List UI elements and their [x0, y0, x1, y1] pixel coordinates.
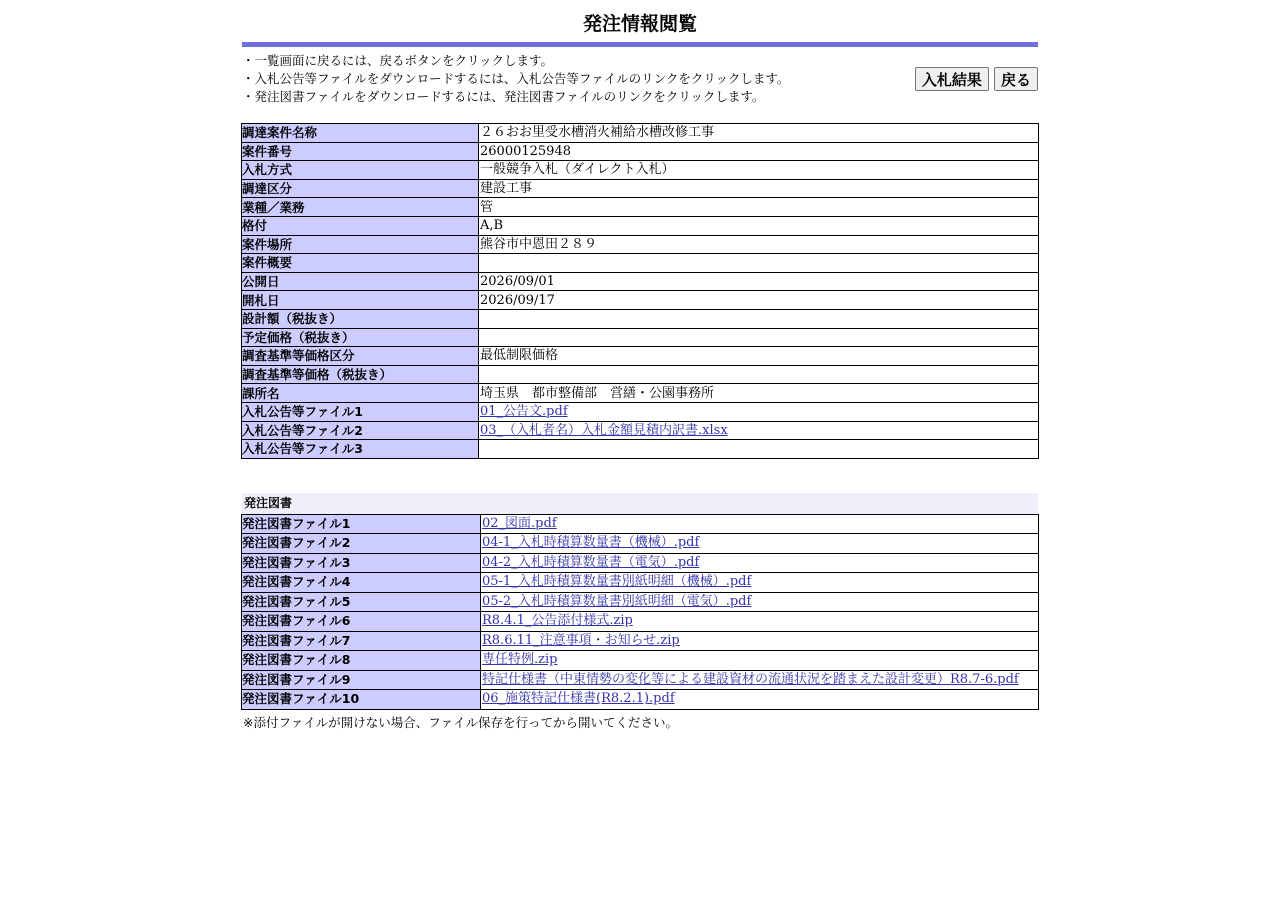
instruction-line: ・発注図書ファイルをダウンロードするには、発注図書ファイルのリンクをクリックします。 — [242, 89, 765, 104]
notice-file-link[interactable]: 01_公告文.pdf — [480, 404, 568, 420]
drawing-row — [242, 690, 1039, 710]
drawing-value-cell — [481, 631, 1039, 651]
info-value-cell — [479, 142, 1039, 161]
info-value-cell — [479, 347, 1039, 366]
info-label: 案件場所 — [242, 235, 479, 254]
instructions — [242, 52, 789, 106]
info-value: 管 — [480, 199, 494, 215]
drawing-file-link[interactable]: 05-2_入札時積算数量書別紙明細（電気）.pdf — [482, 593, 752, 609]
drawing-label: 発注図書ファイル8 — [242, 651, 481, 671]
back-button[interactable]: 戻る — [994, 67, 1038, 91]
drawing-label: 発注図書ファイル1 — [242, 514, 481, 534]
drawing-label: 発注図書ファイル4 — [242, 573, 481, 593]
info-row — [242, 291, 1039, 310]
info-label: 入札公告等ファイル3 — [242, 440, 479, 459]
info-label: 調達区分 — [242, 179, 479, 198]
info-row — [242, 328, 1039, 347]
drawing-value-cell — [481, 592, 1039, 612]
drawing-file-link[interactable]: 専任特例.zip — [482, 652, 558, 668]
drawing-value-cell — [481, 651, 1039, 671]
info-row — [242, 216, 1039, 235]
drawing-file-link[interactable]: R8.6.11_注意事項・お知らせ.zip — [482, 632, 680, 648]
info-row — [242, 235, 1039, 254]
info-label: 設計額（税抜き） — [242, 309, 479, 328]
info-label: 入札公告等ファイル1 — [242, 402, 479, 421]
drawing-file-link[interactable]: 特記仕様書（中東情勢の変化等による建設資材の流通状況を踏まえた設計変更）R8.7-6.pdf — [482, 671, 1019, 687]
drawings-table — [241, 514, 1039, 710]
info-value: 最低制限価格 — [480, 348, 559, 364]
info-value-cell — [479, 198, 1039, 217]
drawing-label: 発注図書ファイル9 — [242, 670, 481, 690]
drawing-file-link[interactable]: 05-1_入札時積算数量書別紙明細（機械）.pdf — [482, 574, 752, 590]
drawing-label: 発注図書ファイル2 — [242, 534, 481, 554]
info-value: 26000125948 — [480, 143, 571, 159]
info-row — [242, 421, 1039, 440]
drawing-value-cell — [481, 534, 1039, 554]
info-label: 業種／業務 — [242, 198, 479, 217]
drawing-file-link[interactable]: R8.4.1_公告添付様式.zip — [482, 613, 633, 629]
info-value-cell — [479, 161, 1039, 180]
info-label: 格付 — [242, 216, 479, 235]
info-value: 埼玉県 都市整備部 営繕・公園事務所 — [480, 385, 715, 401]
info-row — [242, 365, 1039, 384]
info-row — [242, 142, 1039, 161]
drawing-row — [242, 592, 1039, 612]
info-label: 調査基準等価格（税抜き） — [242, 365, 479, 384]
drawing-file-link[interactable]: 06_施策特記仕様書(R8.2.1).pdf — [482, 691, 675, 707]
info-row — [242, 309, 1039, 328]
procurement-info-table — [241, 123, 1039, 459]
info-row — [242, 402, 1039, 421]
info-value-cell — [479, 235, 1039, 254]
info-value-cell — [479, 124, 1039, 143]
drawing-value-cell — [481, 553, 1039, 573]
drawing-row — [242, 534, 1039, 554]
info-label: 入札方式 — [242, 161, 479, 180]
info-label: 予定価格（税抜き） — [242, 328, 479, 347]
info-value: A,B — [480, 218, 504, 234]
info-row — [242, 179, 1039, 198]
info-value-cell — [479, 216, 1039, 235]
info-label: 課所名 — [242, 384, 479, 403]
info-value-cell — [479, 402, 1039, 421]
info-value-cell — [479, 384, 1039, 403]
notice-file-link[interactable]: 03_（入札者名）入札金額見積内訳書.xlsx — [480, 422, 728, 438]
drawing-row — [242, 573, 1039, 593]
info-value-cell — [479, 328, 1039, 347]
drawing-value-cell — [481, 514, 1039, 534]
info-row — [242, 124, 1039, 143]
action-buttons — [915, 67, 1038, 91]
info-row — [242, 198, 1039, 217]
drawing-file-link[interactable]: 02_図面.pdf — [482, 515, 557, 531]
info-value: 一般競争入札（ダイレクト入札） — [480, 162, 675, 178]
bid-results-button[interactable]: 入札結果 — [915, 67, 989, 91]
info-row — [242, 384, 1039, 403]
drawing-row — [242, 553, 1039, 573]
drawing-label: 発注図書ファイル3 — [242, 553, 481, 573]
instruction-line: ・一覧画面に戻るには、戻るボタンをクリックします。 — [242, 53, 554, 68]
drawing-value-cell — [481, 612, 1039, 632]
drawing-file-link[interactable]: 04-2_入札時積算数量書（電気）.pdf — [482, 554, 700, 570]
drawing-row — [242, 631, 1039, 651]
info-label: 開札日 — [242, 291, 479, 310]
info-row — [242, 272, 1039, 291]
instruction-line: ・入札公告等ファイルをダウンロードするには、入札公告等ファイルのリンクをクリックします。 — [242, 71, 790, 86]
drawing-label: 発注図書ファイル6 — [242, 612, 481, 632]
drawing-row — [242, 651, 1039, 671]
drawing-file-link[interactable]: 04-1_入札時積算数量書（機械）.pdf — [482, 535, 700, 551]
info-label: 公開日 — [242, 272, 479, 291]
info-value-cell — [479, 421, 1039, 440]
drawing-value-cell — [481, 690, 1039, 710]
drawing-row — [242, 514, 1039, 534]
drawing-label: 発注図書ファイル7 — [242, 631, 481, 651]
drawing-label: 発注図書ファイル10 — [242, 690, 481, 710]
info-value-cell — [479, 272, 1039, 291]
drawing-row — [242, 612, 1039, 632]
drawing-value-cell — [481, 670, 1039, 690]
page-container — [242, 0, 1038, 731]
info-row — [242, 440, 1039, 459]
info-value-cell — [479, 440, 1039, 459]
info-label: 調達案件名称 — [242, 124, 479, 143]
info-label: 入札公告等ファイル2 — [242, 421, 479, 440]
info-value-cell — [479, 291, 1039, 310]
info-label: 案件概要 — [242, 254, 479, 273]
instructions-area — [242, 47, 1038, 123]
info-row — [242, 347, 1039, 366]
info-row — [242, 161, 1039, 180]
info-value-cell — [479, 309, 1039, 328]
info-value: 2026/09/01 — [480, 274, 555, 290]
footnote: ※添付ファイルが開けない場合、ファイル保存を行ってから開いてください。 — [243, 714, 678, 730]
page-title: 発注情報閲覧 — [582, 13, 697, 35]
info-value-cell — [479, 365, 1039, 384]
info-value: 建設工事 — [480, 181, 533, 197]
drawing-row — [242, 670, 1039, 690]
info-value: 熊谷市中恩田２８９ — [480, 236, 598, 252]
info-value: ２６おお里受水槽消火補給水槽改修工事 — [480, 125, 715, 141]
info-label: 案件番号 — [242, 142, 479, 161]
drawings-section-title: 発注図書 — [242, 493, 1038, 514]
info-value: 2026/09/17 — [480, 292, 555, 308]
info-value-cell — [479, 179, 1039, 198]
info-value-cell — [479, 254, 1039, 273]
drawing-label: 発注図書ファイル5 — [242, 592, 481, 612]
drawing-value-cell — [481, 573, 1039, 593]
info-row — [242, 254, 1039, 273]
info-label: 調査基準等価格区分 — [242, 347, 479, 366]
